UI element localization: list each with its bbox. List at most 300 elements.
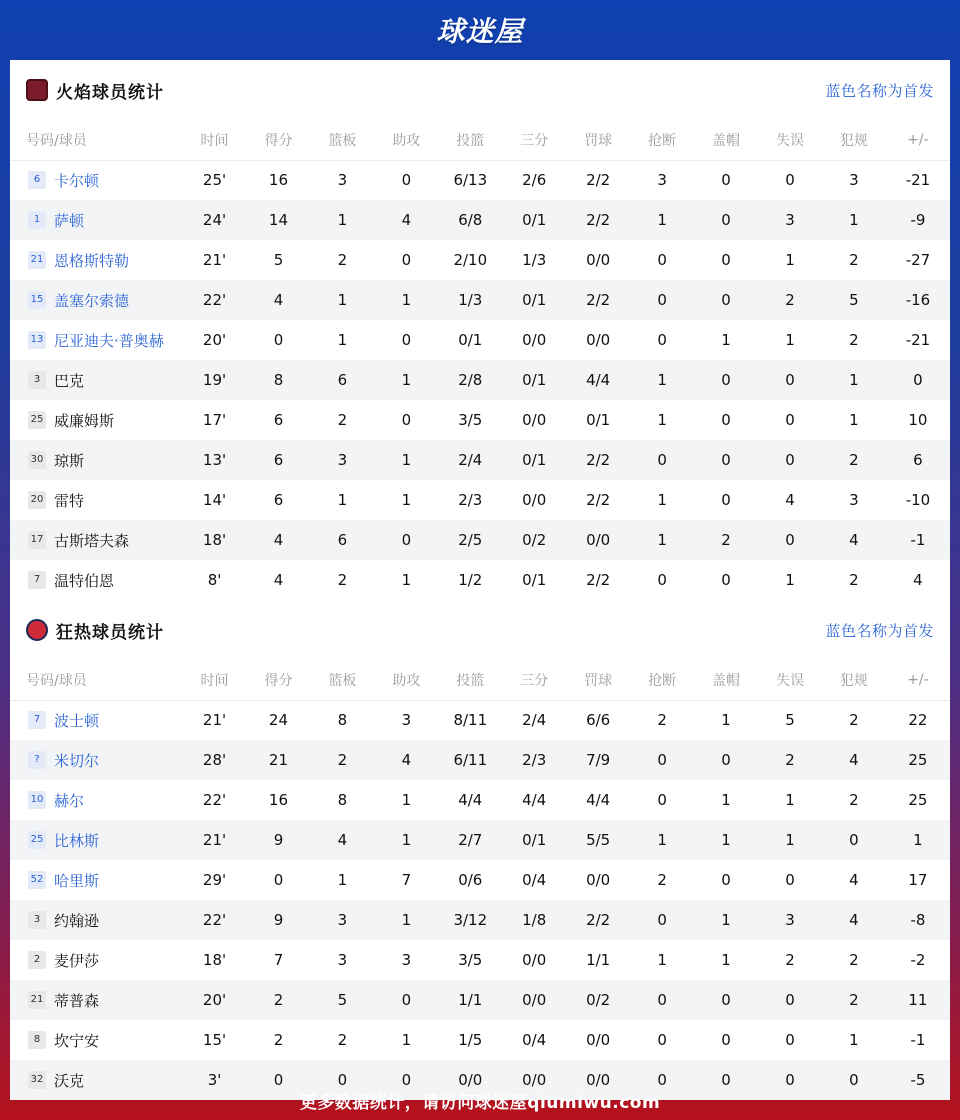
player-cell: [10, 400, 183, 440]
stat-cell: 3: [758, 900, 822, 940]
player-name[interactable]: 威廉姆斯: [54, 411, 115, 430]
stat-cell: 1: [785, 331, 795, 349]
stat-cell: -27: [905, 251, 931, 269]
table-row[interactable]: [10, 900, 950, 940]
player-cell: [10, 280, 183, 320]
stat-cell: 6: [273, 491, 284, 509]
stat-cell: 1: [630, 820, 694, 860]
section-header: [10, 600, 950, 660]
stat-cell: 2: [337, 571, 348, 589]
stat-cell: -10: [905, 491, 931, 509]
stat-cell: 1: [657, 951, 667, 969]
stat-cell: 2: [694, 520, 758, 560]
column-header: 罚球: [566, 660, 630, 700]
stat-cell: 3: [657, 171, 667, 190]
stat-cell: 0: [374, 980, 438, 1020]
table-header-row: [10, 120, 950, 160]
stat-cell: 0: [785, 871, 795, 889]
stat-cell: 0/1: [458, 331, 483, 349]
table-row[interactable]: [10, 940, 950, 980]
stat-cell: 0: [785, 1031, 795, 1049]
stat-cell: 3: [849, 171, 859, 190]
stat-cell: 9: [247, 820, 311, 860]
stat-cell: 1: [337, 491, 348, 509]
stat-cell: 0: [374, 1060, 438, 1100]
stat-cell: 1: [886, 820, 950, 860]
stat-cell: 5: [785, 711, 795, 730]
section-title: 狂热球员统计: [56, 622, 164, 643]
stat-cell: 0: [630, 440, 694, 480]
column-header: 投篮: [438, 660, 502, 700]
stat-cell: 0: [721, 571, 731, 589]
stat-cell: 1: [401, 491, 412, 509]
stat-cell: 0: [657, 571, 667, 589]
table-row[interactable]: [10, 560, 950, 600]
stat-cell: 0: [401, 331, 412, 349]
table-row[interactable]: [10, 240, 950, 280]
stat-cell: 0/0: [586, 331, 611, 349]
player-cell: [10, 520, 183, 560]
stat-cell: 0: [630, 740, 694, 780]
stat-cell: 1/3: [522, 251, 547, 269]
player-name[interactable]: 波士顿: [54, 711, 100, 730]
section-header: [10, 60, 950, 120]
starter-note: 蓝色名称为首发: [825, 621, 934, 640]
stat-cell: 0: [694, 360, 758, 400]
jersey-number-badge: 2: [28, 951, 46, 969]
column-header: 号码/球员: [10, 660, 183, 700]
column-header: 号码/球员: [10, 120, 183, 160]
stat-cell: 0/1: [502, 440, 566, 480]
stat-cell: 1: [758, 820, 822, 860]
player-cell: [10, 740, 183, 780]
stat-cell: 0/0: [586, 871, 611, 889]
stat-cell: 0/0: [502, 980, 566, 1020]
player-name[interactable]: 蒂普森: [54, 991, 100, 1010]
brand-header: [0, 0, 960, 60]
stat-cell: 0: [785, 411, 795, 429]
jersey-number-badge: 30: [28, 451, 46, 469]
stat-cell: -16: [886, 280, 950, 320]
stat-cell: 1: [630, 520, 694, 560]
column-header: +/-: [886, 120, 950, 160]
column-header: 投篮: [438, 120, 502, 160]
table-row[interactable]: [10, 200, 950, 240]
stat-cell: 3: [401, 711, 412, 730]
stat-cell: 24: [268, 711, 289, 730]
player-cell: [10, 240, 183, 280]
stat-cell: 0/2: [566, 980, 630, 1020]
column-header: 得分: [247, 120, 311, 160]
stat-cell: 1/3: [438, 280, 502, 320]
stat-cell: 0: [721, 871, 731, 889]
player-name[interactable]: 古斯塔夫森: [54, 531, 130, 550]
stat-cell: 2/3: [502, 740, 566, 780]
stat-cell: 2/6: [522, 171, 547, 190]
stat-cell: -1: [886, 520, 950, 560]
stat-cell: 1: [337, 871, 348, 889]
stat-cell: 1: [401, 1031, 412, 1049]
stat-cell: 4: [913, 571, 923, 589]
brand-logo: 球迷屋: [436, 15, 524, 48]
stat-cell: -21: [905, 331, 931, 349]
stat-cell: 3: [401, 951, 412, 969]
jersey-number-badge: 25: [28, 411, 46, 429]
player-name[interactable]: 卡尔顿: [54, 171, 100, 190]
player-name[interactable]: 哈里斯: [54, 871, 100, 890]
stats-panel: [10, 60, 950, 1090]
column-header: 失误: [758, 660, 822, 700]
stat-cell: 0/1: [502, 820, 566, 860]
stat-cell: 0: [822, 820, 886, 860]
stat-cell: 1: [822, 360, 886, 400]
fire-team-logo-icon: [26, 79, 48, 101]
stat-cell: 17: [908, 871, 928, 889]
player-name[interactable]: 萨顿: [54, 211, 85, 230]
stat-cell: 2: [822, 440, 886, 480]
stat-cell: 22: [908, 711, 928, 730]
column-header: 罚球: [566, 120, 630, 160]
stat-cell: 0: [401, 251, 412, 269]
table-row[interactable]: [10, 780, 950, 820]
stat-cell: 0/1: [586, 411, 611, 429]
stat-cell: 0: [657, 251, 667, 269]
footer-banner[interactable]: 更多数据统计，请访问球迷屋qiumiwu.com: [299, 1092, 661, 1113]
stat-cell: 1: [849, 411, 859, 429]
column-header: 三分: [502, 120, 566, 160]
player-name[interactable]: 赫尔: [54, 791, 85, 810]
stat-cell: 25: [908, 791, 928, 809]
stat-cell: 4: [374, 200, 438, 240]
stat-cell: 4/4: [522, 791, 547, 809]
stat-cell: 1: [337, 331, 348, 349]
stat-cell: -9: [886, 200, 950, 240]
column-header: 时间: [183, 120, 247, 160]
stat-cell: 2/2: [566, 280, 630, 320]
column-header: 盖帽: [694, 120, 758, 160]
stat-cell: 4: [273, 571, 284, 589]
stat-cell: 0: [721, 171, 731, 190]
stat-cell: 3: [310, 440, 374, 480]
stat-cell: 1: [374, 820, 438, 860]
stat-cell: 0: [721, 491, 731, 509]
stat-cell: 2: [849, 251, 859, 269]
stat-cell: 0/1: [502, 200, 566, 240]
stat-cell: 3: [849, 491, 859, 509]
stat-cell: 2: [758, 740, 822, 780]
stat-cell: 4: [374, 740, 438, 780]
stat-cell: 0/4: [522, 1031, 547, 1049]
stat-cell: 1: [822, 200, 886, 240]
stat-cell: 0: [247, 1060, 311, 1100]
stat-cell: 1: [694, 900, 758, 940]
column-header: 时间: [183, 660, 247, 700]
jersey-number-badge: 21: [28, 991, 46, 1009]
player-cell: [10, 320, 183, 360]
stat-cell: 0: [721, 411, 731, 429]
stat-cell: 15': [202, 1031, 227, 1049]
stat-cell: 0: [822, 1060, 886, 1100]
table-row[interactable]: [10, 320, 950, 360]
stat-cell: 2: [337, 251, 348, 269]
stat-cell: 4: [822, 740, 886, 780]
stat-cell: 0: [694, 280, 758, 320]
stat-cell: 28': [183, 740, 247, 780]
stat-cell: 1: [785, 251, 795, 269]
stat-cell: 1: [374, 280, 438, 320]
player-name[interactable]: 恩格斯特勒: [54, 251, 130, 270]
stat-cell: 14': [202, 491, 227, 509]
column-header: 助攻: [374, 120, 438, 160]
stat-cell: 0: [657, 331, 667, 349]
jersey-number-badge: 8: [28, 1031, 46, 1049]
stat-cell: 5: [273, 251, 284, 269]
jersey-number-badge: 13: [28, 331, 46, 349]
stat-cell: 1: [785, 791, 795, 809]
stat-cell: 2/2: [566, 900, 630, 940]
stat-cell: 1/1: [438, 980, 502, 1020]
player-cell: [10, 1020, 183, 1060]
table-row[interactable]: [10, 400, 950, 440]
stat-cell: 0: [630, 900, 694, 940]
jersey-number-badge: 1: [28, 211, 46, 229]
stat-cell: 0: [273, 331, 284, 349]
stat-cell: 8: [337, 711, 348, 730]
jersey-number-badge: 3: [28, 371, 46, 389]
table-row[interactable]: [10, 820, 950, 860]
jersey-number-badge: 52: [28, 871, 46, 889]
stat-cell: 21': [183, 820, 247, 860]
stat-cell: 0: [758, 1060, 822, 1100]
jersey-number-badge: 6: [28, 171, 46, 189]
stat-cell: 21': [202, 251, 227, 269]
player-name[interactable]: 约翰逊: [54, 911, 100, 930]
stat-cell: 4: [310, 820, 374, 860]
fever-team-logo-icon: [26, 619, 48, 641]
stat-cell: 7: [273, 951, 284, 969]
player-name[interactable]: 沃克: [54, 1071, 85, 1090]
stat-cell: 2/2: [586, 491, 611, 509]
stat-cell: 4/4: [458, 791, 483, 809]
stat-cell: 22': [183, 280, 247, 320]
stat-cell: 0: [401, 411, 412, 429]
stat-cell: 2/5: [438, 520, 502, 560]
stat-cell: 0: [758, 440, 822, 480]
stat-cell: 29': [202, 871, 227, 889]
stat-cell: 1: [785, 571, 795, 589]
stat-cell: 1: [849, 1031, 859, 1049]
stat-cell: 18': [183, 520, 247, 560]
player-name[interactable]: 米切尔: [54, 751, 100, 770]
stat-cell: 1/1: [586, 951, 611, 969]
table-row[interactable]: [10, 700, 950, 740]
stat-cell: 2: [849, 331, 859, 349]
stat-cell: 24': [183, 200, 247, 240]
stat-cell: 3: [758, 200, 822, 240]
player-name[interactable]: 比林斯: [54, 831, 100, 850]
player-name[interactable]: 麦伊莎: [54, 951, 100, 970]
stat-cell: -8: [886, 900, 950, 940]
stat-cell: 0: [758, 360, 822, 400]
stat-cell: 0/0: [566, 1060, 630, 1100]
stat-cell: 8': [207, 571, 222, 589]
stat-cell: 2: [822, 980, 886, 1020]
stat-cell: 1: [657, 491, 667, 509]
stat-cell: 0/1: [502, 360, 566, 400]
stat-cell: 3/5: [458, 411, 483, 429]
player-name[interactable]: 坎宁安: [54, 1031, 100, 1050]
stat-cell: 0: [758, 520, 822, 560]
stat-cell: 0: [273, 871, 284, 889]
table-row[interactable]: [10, 980, 950, 1020]
team-section-1: [10, 600, 950, 1100]
stat-cell: 0/0: [522, 951, 547, 969]
jersey-number-badge: 7: [28, 571, 46, 589]
stat-cell: 0: [694, 980, 758, 1020]
column-header: +/-: [886, 660, 950, 700]
stat-cell: 0: [694, 1060, 758, 1100]
stat-cell: 2: [849, 711, 859, 730]
player-name[interactable]: 尼亚迪夫·普奥赫: [54, 331, 164, 350]
stat-cell: 0: [657, 1031, 667, 1049]
stat-cell: 20': [202, 331, 227, 349]
stat-cell: 1: [721, 791, 731, 809]
stat-cell: 2: [785, 951, 795, 969]
stat-cell: 0: [785, 171, 795, 190]
stat-cell: 1: [401, 791, 412, 809]
stat-cell: 0: [401, 171, 412, 190]
stat-cell: 2/2: [566, 200, 630, 240]
stat-cell: 0: [310, 1060, 374, 1100]
stat-cell: 2: [849, 951, 859, 969]
table-row[interactable]: [10, 520, 950, 560]
stat-cell: 0/1: [502, 280, 566, 320]
column-header: 犯规: [822, 120, 886, 160]
stat-cell: 4: [785, 491, 795, 509]
stat-cell: 0: [374, 520, 438, 560]
stat-cell: 2: [273, 1031, 284, 1049]
player-cell: [10, 360, 183, 400]
table-row[interactable]: [10, 480, 950, 520]
stat-cell: 19': [183, 360, 247, 400]
jersey-number-badge: ?: [28, 751, 46, 769]
jersey-number-badge: 15: [28, 291, 46, 309]
jersey-number-badge: 32: [28, 1071, 46, 1089]
stat-cell: 4/4: [566, 360, 630, 400]
stat-cell: 1: [374, 360, 438, 400]
stat-cell: 22': [183, 900, 247, 940]
player-cell: [10, 780, 183, 820]
player-name[interactable]: 琼斯: [54, 451, 85, 470]
table-row[interactable]: [10, 860, 950, 900]
player-cell: [10, 940, 183, 980]
stat-cell: 6/13: [453, 171, 488, 190]
stat-cell: 0/0: [522, 411, 547, 429]
team-section-0: [10, 60, 950, 600]
table-row[interactable]: [10, 1020, 950, 1060]
player-cell: [10, 560, 183, 600]
stat-cell: 1: [630, 360, 694, 400]
stat-cell: 6/11: [438, 740, 502, 780]
stat-cell: 2/8: [438, 360, 502, 400]
stat-cell: 3: [310, 900, 374, 940]
stat-cell: 2/10: [453, 251, 488, 269]
stat-cell: 0/6: [458, 871, 483, 889]
player-name[interactable]: 巴克: [54, 371, 85, 390]
player-name[interactable]: 温特伯恩: [54, 571, 115, 590]
player-cell: [10, 160, 183, 200]
section-title: 火焰球员统计: [56, 82, 164, 103]
stat-cell: 0: [630, 980, 694, 1020]
stat-cell: 6: [247, 440, 311, 480]
table-row[interactable]: [10, 280, 950, 320]
player-cell: [10, 700, 183, 740]
stat-cell: 18': [202, 951, 227, 969]
stat-cell: 5/5: [566, 820, 630, 860]
stat-cell: 0/4: [522, 871, 547, 889]
stat-cell: 3: [337, 171, 348, 190]
stat-cell: 2/2: [586, 571, 611, 589]
stat-cell: 11: [886, 980, 950, 1020]
stat-cell: 2: [657, 711, 667, 730]
table-row[interactable]: [10, 160, 950, 200]
stat-cell: 0/0: [586, 1031, 611, 1049]
table-row[interactable]: [10, 440, 950, 480]
stat-cell: 6: [886, 440, 950, 480]
stat-cell: 13': [183, 440, 247, 480]
column-header: 三分: [502, 660, 566, 700]
table-row[interactable]: [10, 740, 950, 780]
stat-cell: 3: [337, 951, 348, 969]
stat-cell: 2/7: [438, 820, 502, 860]
stat-cell: 1: [310, 200, 374, 240]
column-header: 篮板: [310, 120, 374, 160]
column-header: 犯规: [822, 660, 886, 700]
player-cell: [10, 860, 183, 900]
starter-note: 蓝色名称为首发: [825, 81, 934, 100]
stat-cell: 3': [183, 1060, 247, 1100]
player-cell: [10, 980, 183, 1020]
stat-cell: 4: [247, 280, 311, 320]
stat-cell: 4: [247, 520, 311, 560]
column-header: 抢断: [630, 660, 694, 700]
stat-cell: -21: [905, 171, 931, 190]
player-name[interactable]: 盖塞尔索德: [54, 291, 130, 310]
stat-cell: 0/0: [566, 520, 630, 560]
stat-cell: 21: [247, 740, 311, 780]
column-header: 抢断: [630, 120, 694, 160]
column-header: 助攻: [374, 660, 438, 700]
stat-cell: 7: [401, 871, 412, 889]
stat-cell: 10: [908, 411, 928, 429]
stat-cell: 2/4: [522, 711, 547, 730]
stat-cell: 1: [721, 951, 731, 969]
player-name[interactable]: 雷特: [54, 491, 85, 510]
jersey-number-badge: 20: [28, 491, 46, 509]
stat-cell: 6/6: [586, 711, 611, 730]
stat-cell: 5: [822, 280, 886, 320]
stat-cell: 2: [337, 1031, 348, 1049]
stat-cell: 2/3: [458, 491, 483, 509]
stat-cell: 0/0: [522, 491, 547, 509]
table-row[interactable]: [10, 360, 950, 400]
stat-cell: 2: [758, 280, 822, 320]
stat-cell: 0/0: [438, 1060, 502, 1100]
stat-cell: 0: [694, 740, 758, 780]
jersey-number-badge: 17: [28, 531, 46, 549]
column-header: 得分: [247, 660, 311, 700]
player-cell: [10, 900, 183, 940]
